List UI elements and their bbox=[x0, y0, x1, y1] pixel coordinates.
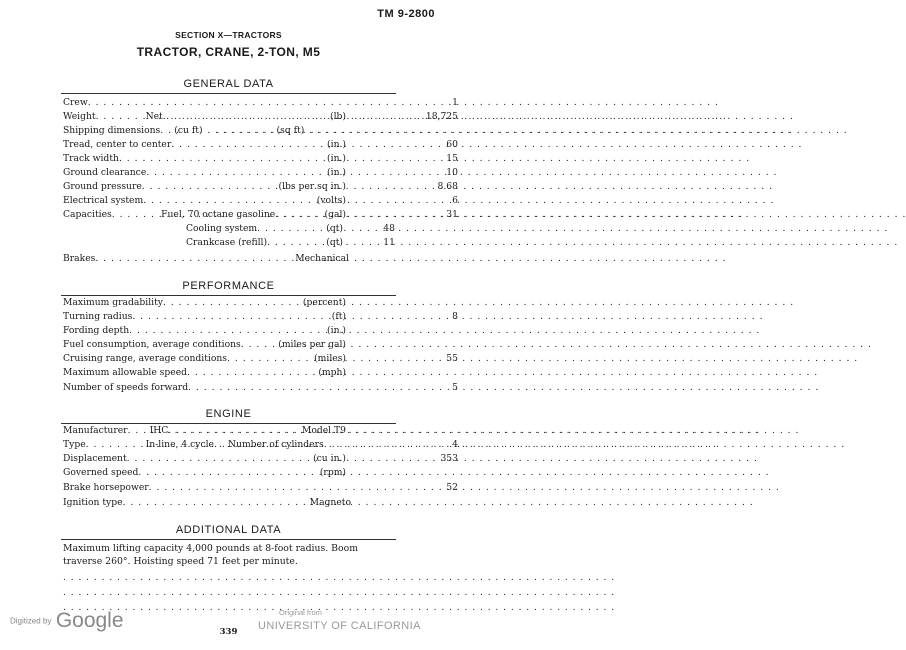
row-value: 6 bbox=[452, 195, 458, 206]
row-type: Type . . . In-line, 4 cycle . . . Number of cylinders 4 bbox=[63, 438, 396, 452]
row-value: 8 bbox=[452, 311, 458, 322]
row-value: 4 bbox=[452, 439, 458, 450]
row-brake-horsepower: Brake horsepower . . . 52 bbox=[63, 481, 396, 495]
row-speeds-forward: Number of speeds forward . . . 5 bbox=[63, 381, 396, 395]
original-from: Original from bbox=[279, 608, 322, 617]
row-ground-clearance: Ground clearance . . . (in.) 10 bbox=[63, 166, 396, 180]
row-value: 48 bbox=[383, 223, 395, 234]
row-value: 18,725 bbox=[425, 111, 458, 122]
row-brakes: Brakes . . . Mechanical bbox=[63, 252, 349, 266]
row-cooling-system: Cooling system . . . (qt) 48 bbox=[186, 222, 343, 236]
row-value: 10 bbox=[446, 167, 458, 178]
row-max-gradability: Maximum gradability . . . (percent) bbox=[63, 296, 396, 310]
row-max-speed: Maximum allowable speed . . . (mph) bbox=[63, 366, 396, 380]
tm-number: TM 9-2800 bbox=[377, 8, 435, 20]
row-track-width: Track width . . . (in.) 15 bbox=[63, 152, 396, 166]
section-heading: SECTION X—TRACTORS bbox=[175, 30, 282, 40]
row-ground-pressure: Ground pressure . . . (lbs per sq in.) 8.68 bbox=[63, 180, 396, 194]
row-tread: Tread, center to center . . . (in.) 60 bbox=[63, 138, 396, 152]
google-logo: Google bbox=[55, 609, 124, 632]
row-weight: Weight . . . Net . . . (lb) 18,725 bbox=[63, 110, 396, 124]
row-manufacturer: Manufacturer . . . IHC . . . Model T9 bbox=[63, 424, 396, 438]
row-capacities-fuel: Capacities . . . Fuel, 70 octane gasoline . . . (gal) 31 bbox=[63, 208, 396, 222]
row-value: 52 bbox=[446, 482, 458, 493]
row-electrical-system: Electrical system . . . (volts) 6 bbox=[63, 194, 396, 208]
engine-heading: ENGINE bbox=[205, 408, 252, 420]
row-cruising-range: Cruising range, average conditions . . . (miles) 55 bbox=[63, 352, 396, 366]
university-name: UNIVERSITY OF CALIFORNIA bbox=[258, 620, 421, 632]
row-value: 1 bbox=[452, 97, 458, 108]
row-crankcase: Crankcase (refill) . . . (qt) 11 bbox=[186, 236, 343, 250]
row-governed-speed: Governed speed . . . (rpm) bbox=[63, 466, 396, 480]
performance-heading: PERFORMANCE bbox=[182, 280, 275, 292]
row-value: 353 bbox=[440, 453, 458, 464]
row-value: 5 bbox=[452, 382, 458, 393]
row-shipping-dimensions: Shipping dimensions . . . (cu ft) . . . (sq ft) bbox=[63, 124, 396, 138]
row-value: 8.68 bbox=[437, 181, 458, 192]
row-value: 11 bbox=[383, 237, 395, 248]
blank-line bbox=[63, 573, 396, 583]
row-ignition-type: Ignition type . . . Magneto bbox=[63, 496, 351, 510]
row-value: 55 bbox=[446, 353, 458, 364]
row-fording-depth: Fording depth . . . (in.) bbox=[63, 324, 396, 338]
row-value: 15 bbox=[446, 153, 458, 164]
row-displacement: Displacement . . . (cu in.) 353 bbox=[63, 452, 396, 466]
row-fuel-consumption: Fuel consumption, average conditions . . . (miles per gal) bbox=[63, 338, 396, 352]
blank-line bbox=[63, 588, 396, 598]
row-crew: Crew . . . 1 bbox=[63, 96, 396, 110]
row-value: 60 bbox=[446, 139, 458, 150]
divider bbox=[61, 539, 396, 540]
row-turning-radius: Turning radius . . . (ft) 8 bbox=[63, 310, 396, 324]
page-number: 339 bbox=[219, 627, 238, 637]
general-data-heading: GENERAL DATA bbox=[183, 78, 274, 90]
divider bbox=[61, 93, 396, 94]
row-value: 31 bbox=[446, 209, 458, 220]
additional-data-text: Maximum lifting capacity 4,000 pounds at 8-foot radius. Boom traverse 260°. Hoisting speed 71 feet per minute. bbox=[63, 543, 359, 567]
digitized-by-google: Digitized by Google bbox=[10, 609, 124, 632]
page-title: TRACTOR, CRANE, 2-TON, M5 bbox=[136, 45, 321, 59]
additional-data-heading: ADDITIONAL DATA bbox=[175, 524, 282, 536]
